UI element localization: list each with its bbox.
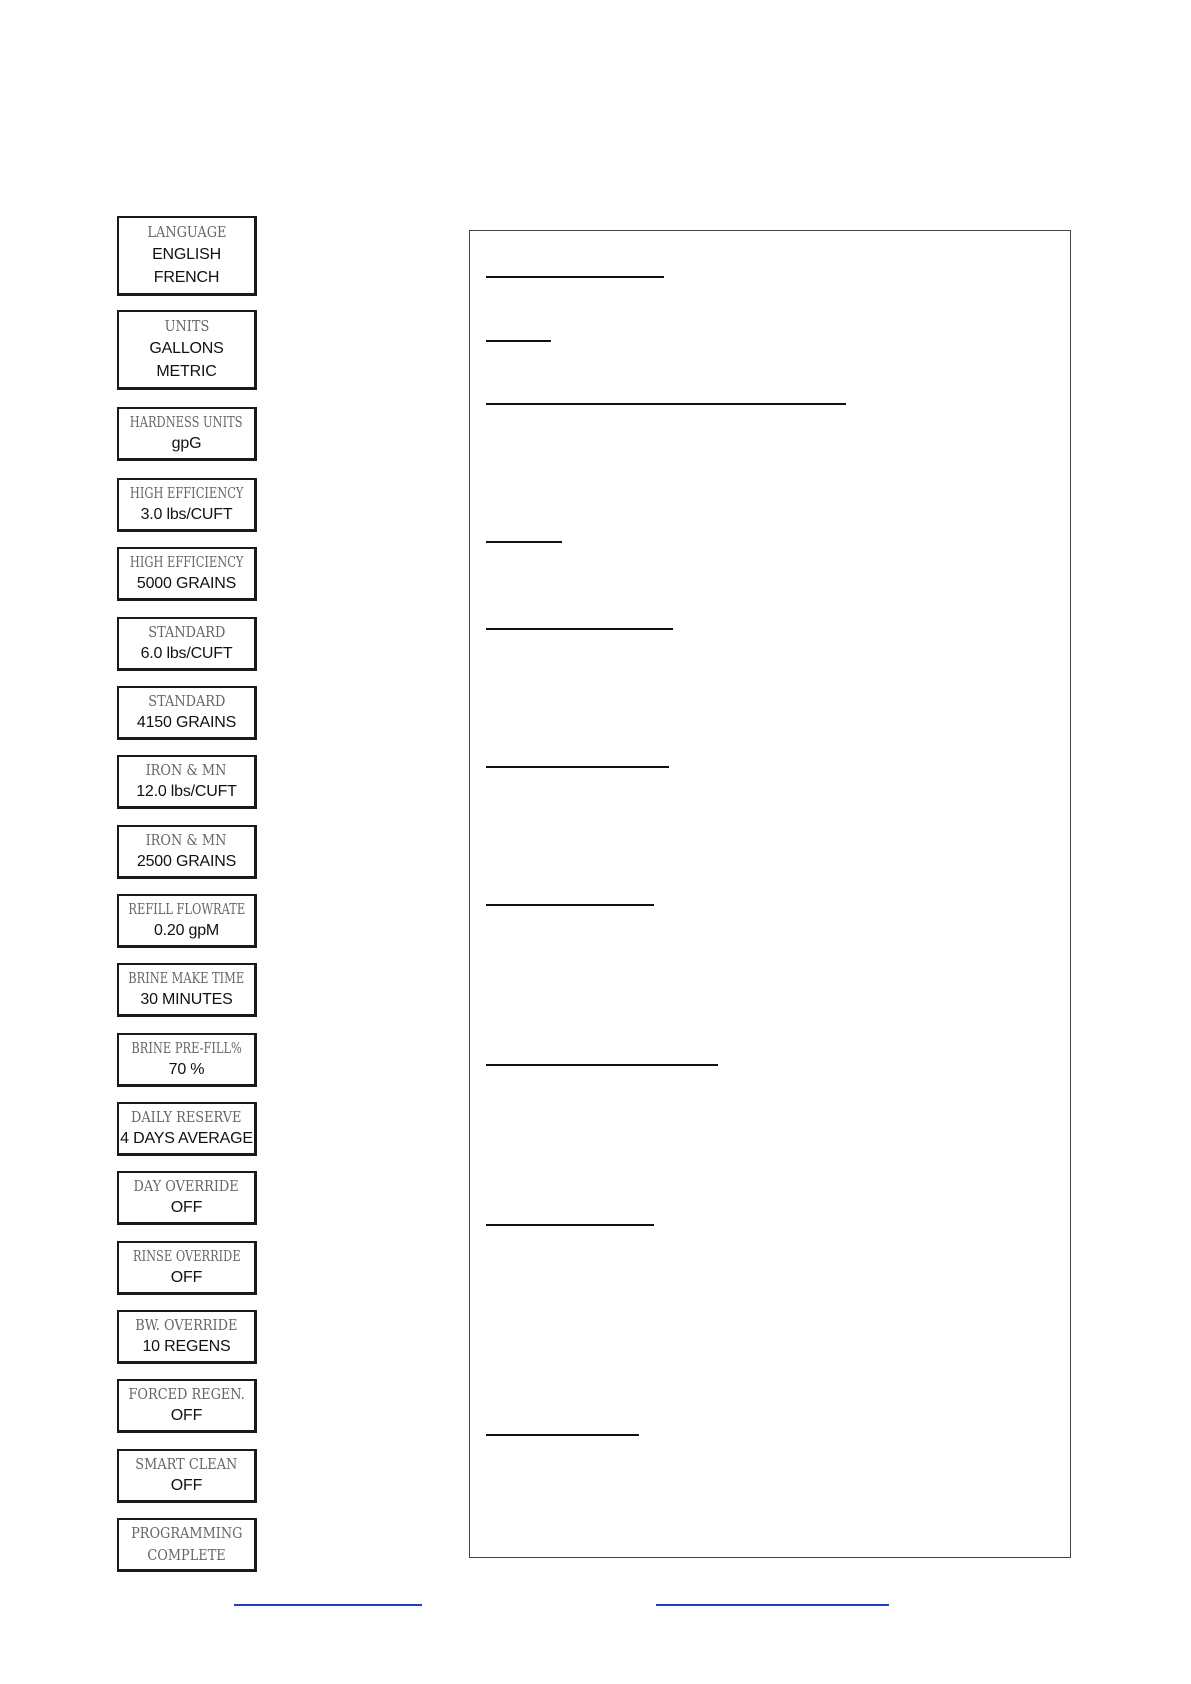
lcd-screen-high-efficiency-grains (117, 547, 257, 601)
lcd-label: UNITS (164, 317, 209, 335)
description-panel (469, 230, 1071, 1558)
lcd-label: BRINE PRE-FILL% (131, 1039, 242, 1057)
lcd-screen-iron-mn-grains (117, 825, 257, 879)
lcd-option: GALLONS (149, 340, 224, 357)
lcd-value: OFF (170, 1407, 203, 1424)
lcd-value: 70 % (168, 1061, 205, 1078)
lcd-screen-hardness-units (117, 407, 257, 461)
lcd-label: RINSE OVERRIDE (132, 1247, 241, 1265)
lcd-screen-programming-complete (117, 1518, 257, 1572)
heading-underline (486, 1064, 718, 1066)
heading-underline (486, 1224, 654, 1226)
lcd-screen-daily-reserve (117, 1102, 257, 1156)
lcd-label: PROGRAMMING (130, 1524, 243, 1543)
lcd-label: DAY OVERRIDE (133, 1177, 240, 1195)
lcd-screen-rinse-override (117, 1241, 257, 1295)
lcd-label: BRINE MAKE TIME (128, 969, 245, 987)
lcd-label: IRON & MN (146, 761, 227, 779)
lcd-value: 0.20 gpM (153, 922, 220, 939)
lcd-screen-language (117, 216, 257, 296)
lcd-value: 30 MINUTES (140, 991, 233, 1008)
heading-underline (486, 628, 673, 630)
lcd-value: 5000 GRAINS (136, 575, 237, 592)
heading-underline (486, 766, 669, 768)
lcd-value: OFF (170, 1477, 203, 1494)
lcd-screen-brine-pre-fill (117, 1033, 257, 1087)
heading-underline (486, 1434, 639, 1436)
lcd-value: 10 REGENS (142, 1338, 231, 1355)
lcd-label: HIGH EFFICIENCY (129, 484, 244, 502)
lcd-screen-high-efficiency-salt (117, 478, 257, 532)
heading-underline (486, 340, 551, 342)
footer-link-underline[interactable] (234, 1604, 422, 1606)
heading-underline (486, 904, 654, 906)
lcd-value: 4150 GRAINS (136, 714, 237, 731)
lcd-label: FORCED REGEN. (128, 1385, 245, 1403)
lcd-screen-day-override (117, 1171, 257, 1225)
lcd-option: ENGLISH (152, 246, 221, 263)
lcd-screen-smart-clean (117, 1449, 257, 1503)
lcd-label: LANGUAGE (146, 223, 226, 241)
lcd-screen-backwash-override (117, 1310, 257, 1364)
lcd-option: FRENCH (153, 269, 220, 286)
heading-underline (486, 541, 562, 543)
lcd-value: gpG (171, 435, 202, 452)
lcd-option: METRIC (156, 363, 217, 380)
lcd-label: STANDARD (147, 623, 226, 641)
lcd-value: OFF (170, 1199, 203, 1216)
lcd-screen-standard-grains (117, 686, 257, 740)
footer-link-underline[interactable] (656, 1604, 889, 1606)
lcd-value: 12.0 lbs/CUFT (136, 783, 237, 800)
lcd-label: SMART CLEAN (135, 1455, 238, 1473)
lcd-label-secondary: COMPLETE (147, 1545, 226, 1564)
lcd-label: DAILY RESERVE (131, 1108, 242, 1126)
lcd-value: 3.0 lbs/CUFT (140, 506, 233, 523)
lcd-screen-units (117, 310, 257, 390)
heading-underline (486, 276, 664, 278)
lcd-value: OFF (170, 1269, 203, 1286)
lcd-label: STANDARD (147, 692, 226, 710)
lcd-label: BW. OVERRIDE (135, 1316, 238, 1334)
lcd-label: HARDNESS UNITS (130, 413, 243, 431)
lcd-screen-brine-make-time (117, 963, 257, 1017)
lcd-value: 2500 GRAINS (136, 853, 237, 870)
heading-underline (486, 403, 846, 405)
lcd-screen-iron-mn-salt (117, 755, 257, 809)
lcd-screen-forced-regen (117, 1379, 257, 1433)
lcd-screen-standard-salt (117, 617, 257, 671)
lcd-value: 4 DAYS AVERAGE (120, 1130, 253, 1147)
lcd-label: IRON & MN (146, 831, 227, 849)
lcd-label: HIGH EFFICIENCY (129, 553, 244, 571)
lcd-value: 6.0 lbs/CUFT (140, 645, 233, 662)
lcd-screen-refill-flowrate (117, 894, 257, 948)
lcd-label: REFILL FLOWRATE (128, 900, 245, 918)
